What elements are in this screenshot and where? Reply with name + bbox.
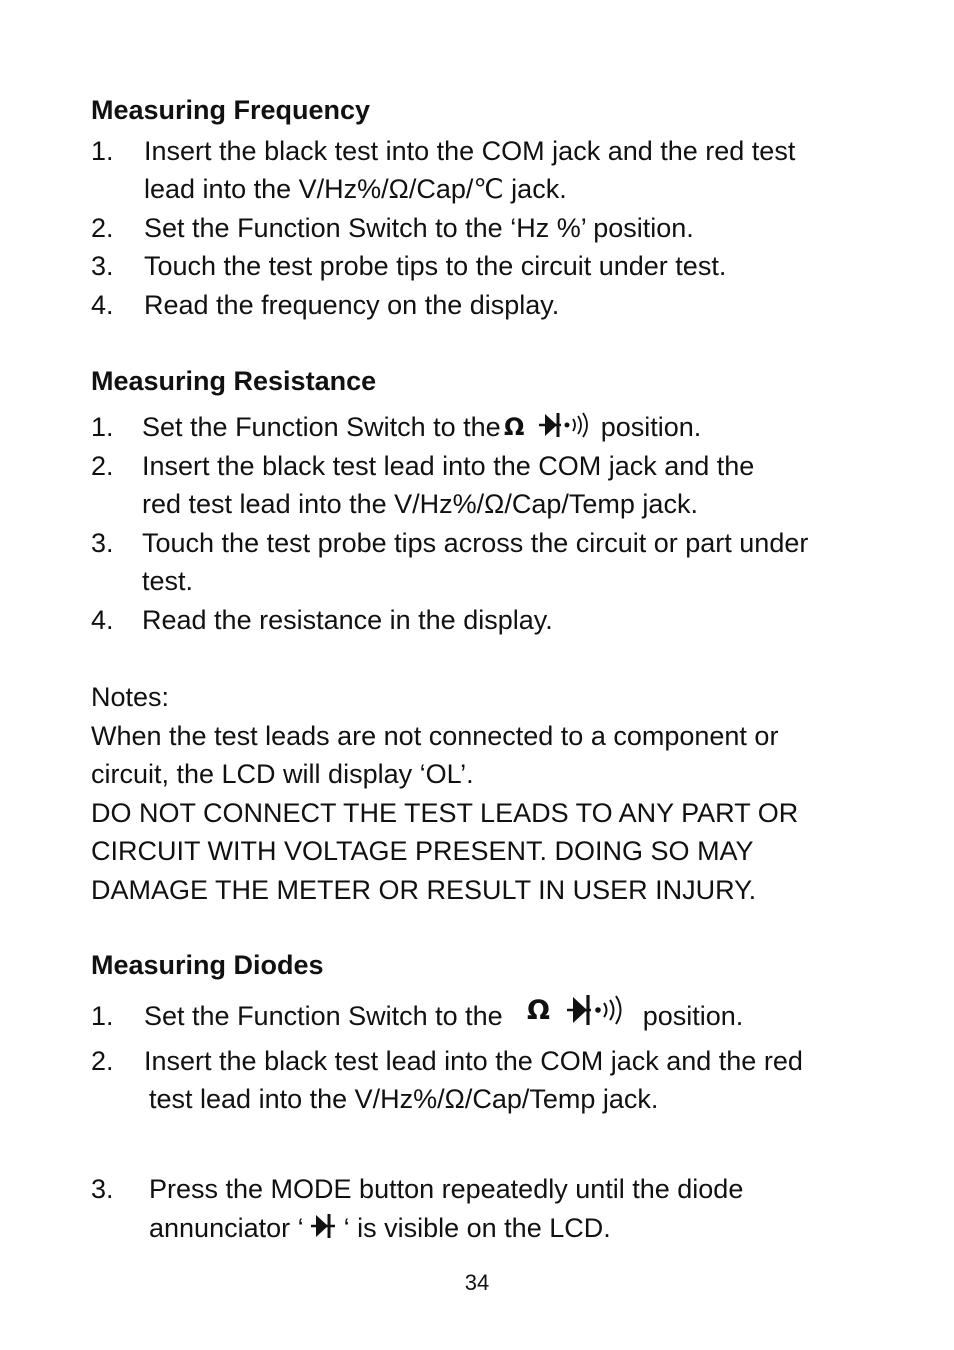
res-step-2-line-2: red test lead into the V/Hz%/Ω/Cap/Temp jack. [142,489,698,519]
ohm-diode-continuity-icon [503,408,595,442]
notes-warning-line-1: DO NOT CONNECT THE TEST LEADS TO ANY PART OR [91,798,799,828]
notes-line-2: circuit, the LCD will display ‘OL’. [91,759,474,789]
ohm-icon [504,413,524,441]
continuity-icon [564,413,587,437]
ohm-icon [527,995,550,1026]
freq-step-4-line-1: Read the frequency on the display. [144,290,560,320]
freq-step-1-num: 1. [91,136,114,166]
res-step-2-line-1: Insert the black test lead into the COM jack and the [142,451,755,481]
diode-step-1-text-pre: Set the Function Switch to the [144,1001,503,1031]
diode-icon [567,995,591,1025]
page-number: 34 [464,1270,490,1295]
freq-step-2-num: 2. [91,213,114,243]
continuity-icon [595,996,620,1024]
notes-warning-line-3: DAMAGE THE METER OR RESULT IN USER INJURY. [91,875,757,905]
notes-line-1: When the test leads are not connected to a component or [91,721,779,751]
freq-step-3-num: 3. [91,251,114,281]
freq-step-1-line-2: lead into the V/Hz%/Ω/Cap/℃ jack. [144,174,567,204]
freq-step-3-line-1: Touch the test probe tips to the circuit under test. [144,251,727,281]
notes-warning-line-2: CIRCUIT WITH VOLTAGE PRESENT. DOING SO MAY [91,836,754,866]
heading-resistance: Measuring Resistance [91,366,377,396]
freq-step-4-num: 4. [91,290,114,320]
diode-step-3-num: 3. [91,1174,114,1204]
diode-step-3-line-1: Press the MODE button repeatedly until the diode [149,1174,744,1204]
res-step-1-text-pre: Set the Function Switch to the [142,412,501,442]
diode-step-1-line-1 [144,994,744,1032]
res-step-1-line-1 [142,412,701,443]
res-step-4-num: 4. [91,605,114,635]
diode-step-2-num: 2. [91,1046,114,1076]
diode-step-1-text-post: position. [642,1001,744,1031]
heading-diodes: Measuring Diodes [91,950,324,980]
freq-step-2-line-1: Set the Function Switch to the ‘Hz %’ position. [144,213,694,243]
svg-text:Ω: Ω [526,994,550,1026]
diode-step-3-text-post: ‘ is visible on the LCD. [343,1213,611,1243]
res-step-3-num: 3. [91,528,114,558]
res-step-1-num: 1. [91,412,114,442]
notes-label: Notes: [91,682,170,712]
diode-step-2-line-2: test lead into the V/Hz%/Ω/Cap/Temp jack. [149,1084,659,1114]
diode-step-3-text-pre: annunciator ‘ [149,1213,304,1243]
res-step-3-line-2: test. [142,566,194,596]
heading-frequency: Measuring Frequency [91,95,371,125]
ohm-diode-continuity-icon [523,991,627,1031]
svg-text:Ω: Ω [503,412,525,441]
diode-step-3-line-2 [149,1213,611,1244]
freq-step-1-line-1: Insert the black test into the COM jack and the red test [144,136,796,166]
diode-icon [539,413,561,437]
res-step-2-num: 2. [91,451,114,481]
res-step-3-line-1: Touch the test probe tips across the circuit or part under [142,528,809,558]
diode-step-2-line-1: Insert the black test lead into the COM jack and the red [144,1046,803,1076]
diode-step-1-num: 1. [91,1001,114,1031]
diode-icon [308,1211,338,1241]
res-step-4-line-1: Read the resistance in the display. [142,605,553,635]
res-step-1-text-post: position. [600,412,702,442]
